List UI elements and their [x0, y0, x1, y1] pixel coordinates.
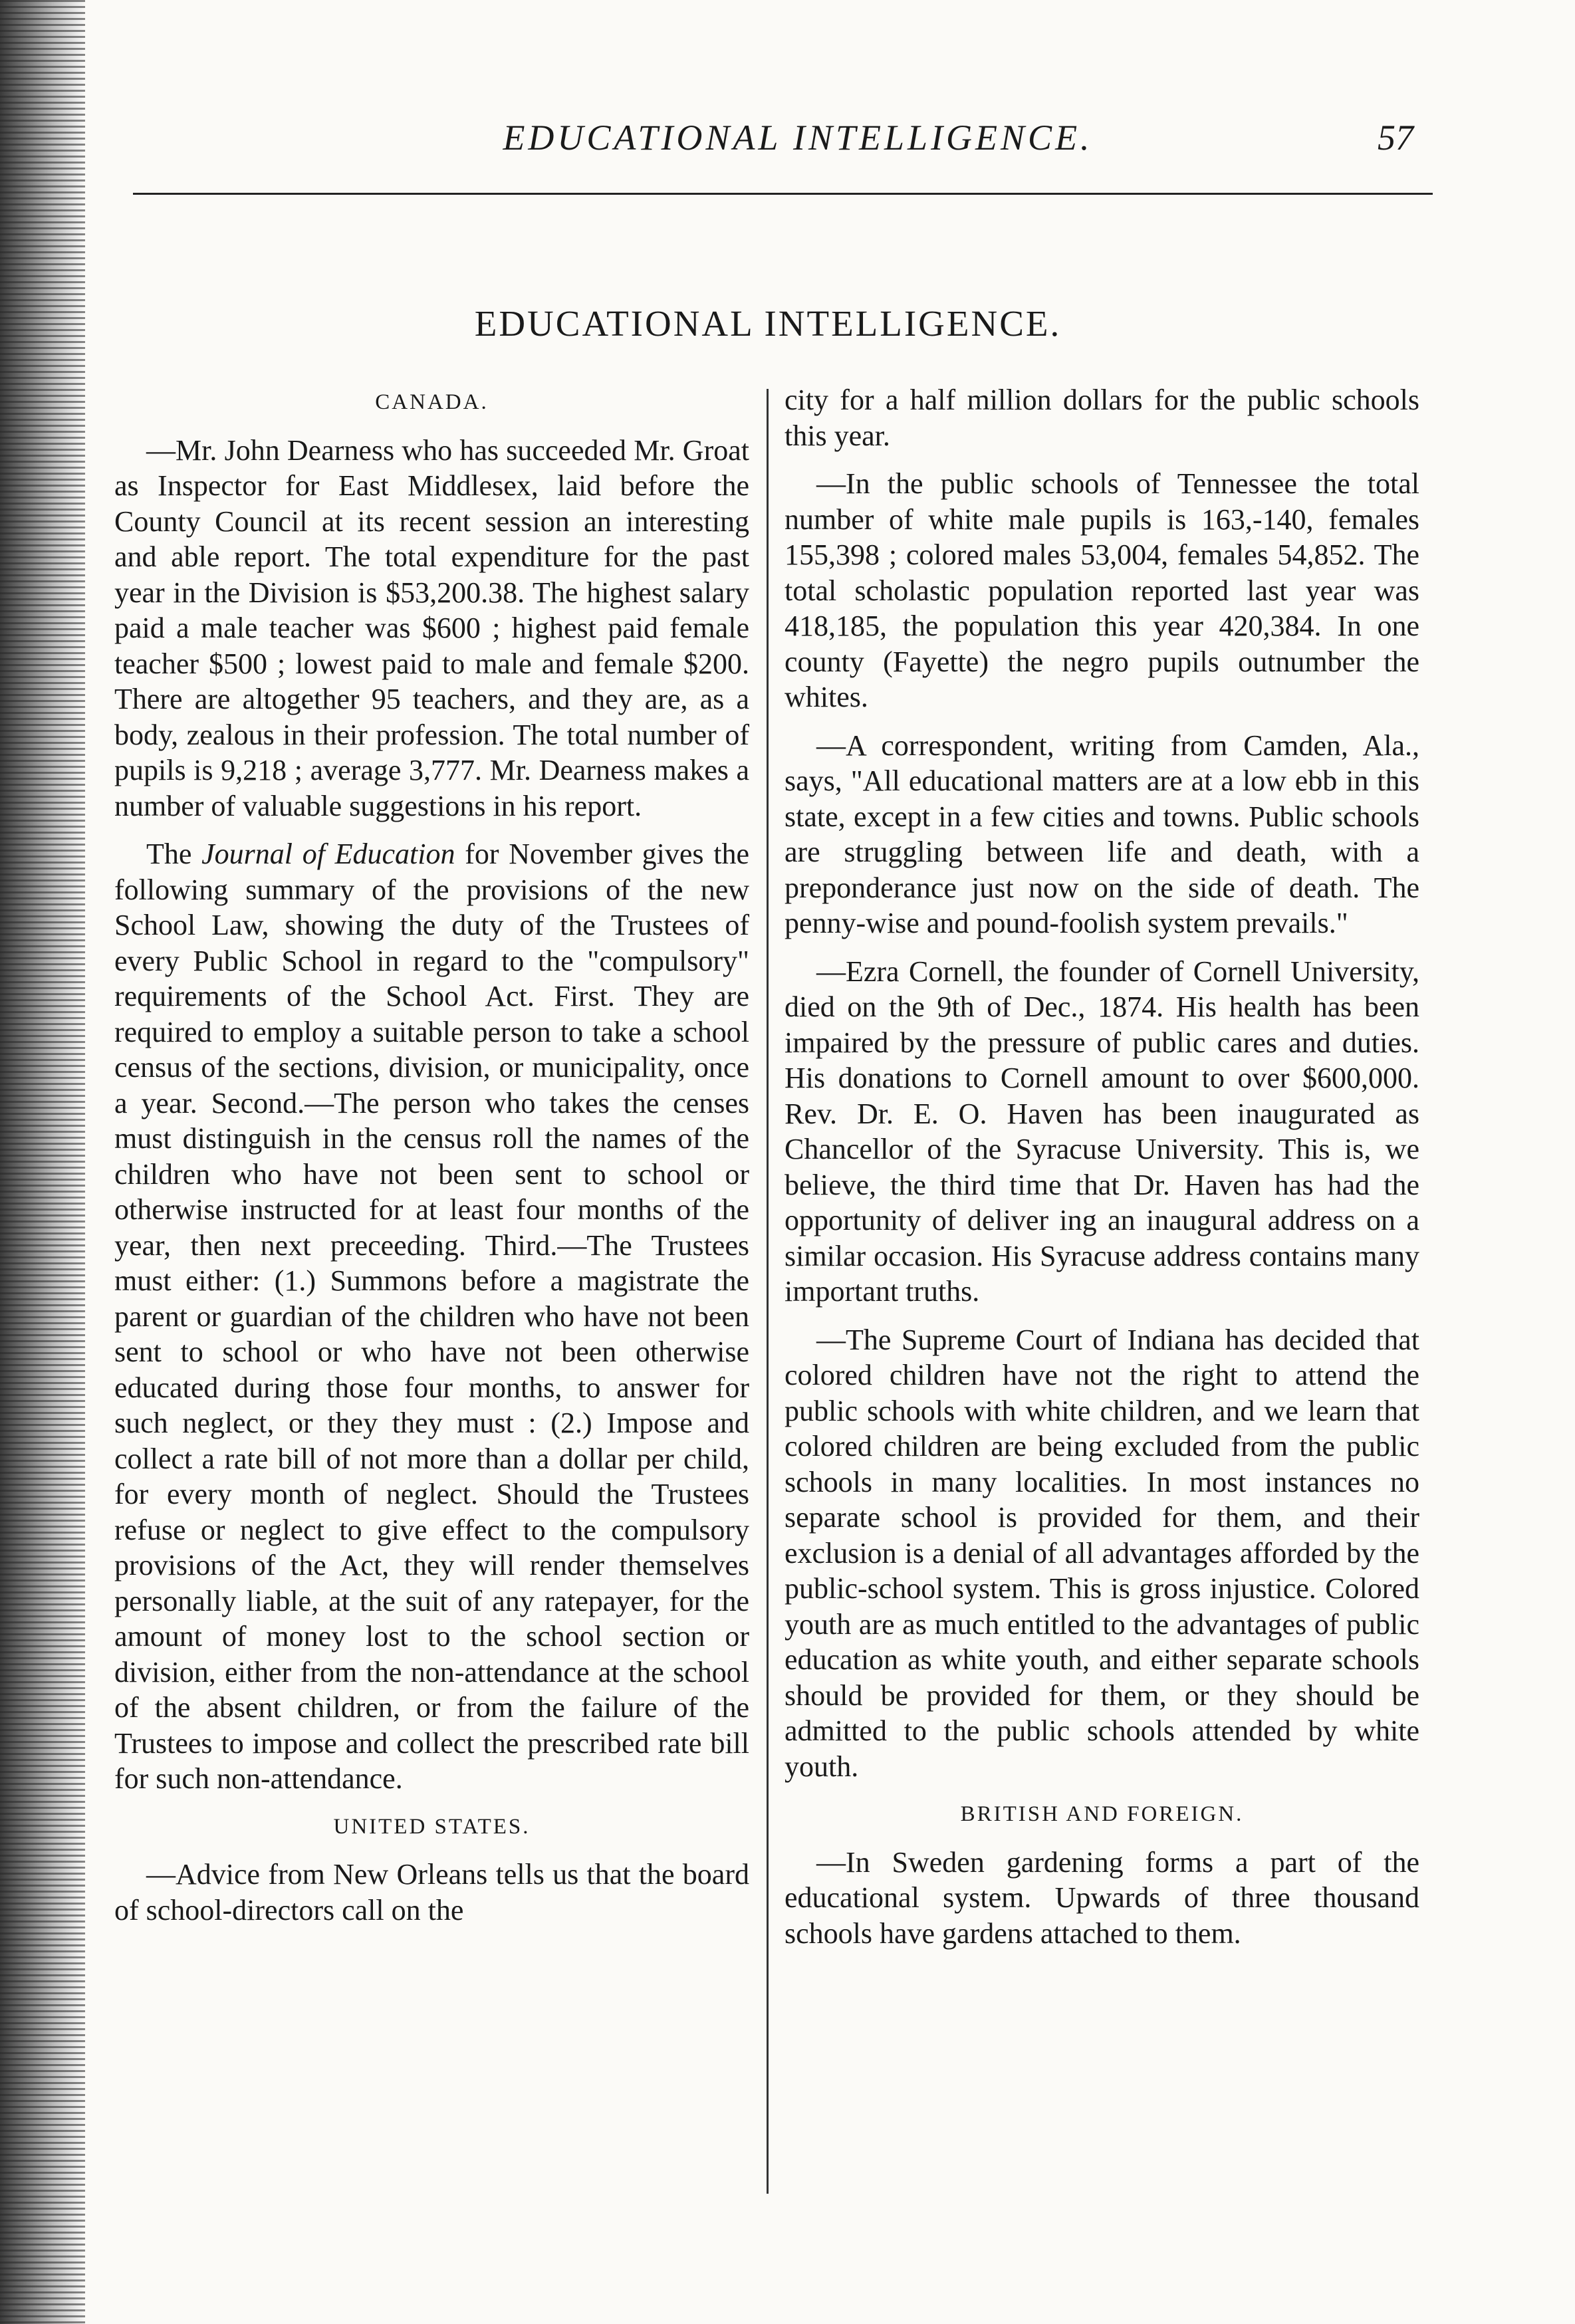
paragraph-sweden: —In Sweden gardening forms a part of the educational system. Upwards of three thousand schools have gardens attached to them. [785, 1845, 1419, 1950]
header-rule [133, 193, 1433, 195]
page-number: 57 [1378, 118, 1413, 158]
paragraph-dearness-report: —Mr. John Dearness who has succeeded Mr. Groat as Inspector for East Middlesex, laid before the County Council at its recent session an interesting and able report. The total expenditure for the past year in the Division is $53,200.38. The highest salary paid a male teacher was $600 ; highest paid female teacher $500 ; lowest paid to male and female $200. There are altogether 95 teachers, and they are, as a body, zealous in their profession. The total number of pupils is 9,218 ; average 3,777. Mr. Dearness makes a number of valuable suggestions in his report. [114, 433, 749, 822]
paragraph-new-orleans-cont: city for a half million dollars for the public schools this year. [785, 384, 1419, 452]
section-heading-united-states: UNITED STATES. [333, 1814, 531, 1839]
school-law-lead: The [146, 838, 202, 870]
school-law-text: for November gives the following summary of the provisions of the new School Law, showing the duty of the Trustees of every Public School in regard to the "compulsory" requirements of the School Act. First. They are required to employ a suitable person to take a school census of the sections, division, or municipality, once a year. Second.—The person who takes the censes must distinguish in the census roll the names of the children who have not been sent to school or otherwise instructed for at least four months of the year, then next preceeding. Third.—The Trustees must either: (1.) Summons before a magistrate the parent or guardian of the children who have not been sent to school or who have not been otherwise educated during those four months, to answer for such neglect, or they they must : (2.) Impose and collect a rate bill of not more than a dollar per child, for every month of neglect. Should the Trustees refuse or neglect to give effect to the compulsory provisions of the Act, they will render themselves personally liable, at the suit of any ratepayer, for the amount of money lost to the school section or division, either from the non-attendance at the school of the absent children, or from the failure of the Trustees to impose and collect the prescribed rate bill for such non-attendance. [114, 838, 750, 1795]
paragraph-tennessee: —In the public schools of Tennessee the total number of white male pupils is 163,-140, females 155,398 ; colored males 53,004, females 54,852. The total scholastic population reported last year was 418,185, the population this year 420,384. In one county (Fayette) the negro pupils outnumber the whites. [785, 467, 1419, 713]
paragraph-school-law [114, 836, 749, 1797]
column-divider [767, 389, 769, 2194]
left-column [114, 382, 749, 1928]
paragraph-new-orleans: —Advice from New Orleans tells us that the board of school-directors call on the [114, 1858, 749, 1926]
right-column [785, 382, 1419, 1951]
journal-title: Journal of Education [201, 838, 455, 870]
paragraph-ezra-cornell: —Ezra Cornell, the founder of Cornell University, died on the 9th of Dec., 1874. His health has been impaired by the pressure of public cares and duties. His donations to Cornell amount to over $600,000. Rev. Dr. E. O. Haven has been inaugurated as Chancellor of the Syracuse University. This is, we believe, the third time that Dr. Haven has had the opportunity of deliver ing an inaugural address on a similar occasion. His Syracuse address contains many important truths. [785, 955, 1419, 1308]
paragraph-camden: —A correspondent, writing from Camden, Ala., says, "All educational matters are at a low ebb in this state, except in a few cities and towns. Public schools are struggling between life and death, with a preponderance just now on the side of death. The penny-wise and pound-foolish system prevails." [785, 729, 1419, 939]
running-header: EDUCATIONAL INTELLIGENCE. [503, 118, 1093, 158]
paragraph-indiana: —The Supreme Court of Indiana has decided that colored children have not the right to attend the public schools with white children, and we learn that colored children are being excluded from the public schools in many localities. In most instances no separate school is provided for them, and their exclusion is a denial of all advantages afforded by the public-school system. This is gross injustice. Colored youth are as much entitled to the advantages of public education as white youth, and either separate schools should be provided for them, or they should be admitted to the public schools attended by white youth. [785, 1323, 1419, 1783]
section-heading-british-foreign: BRITISH AND FOREIGN. [960, 1802, 1244, 1826]
section-heading-canada: CANADA. [375, 390, 489, 414]
article-title: EDUCATIONAL INTELLIGENCE. [474, 303, 1062, 344]
book-binding-edge [0, 0, 85, 2324]
